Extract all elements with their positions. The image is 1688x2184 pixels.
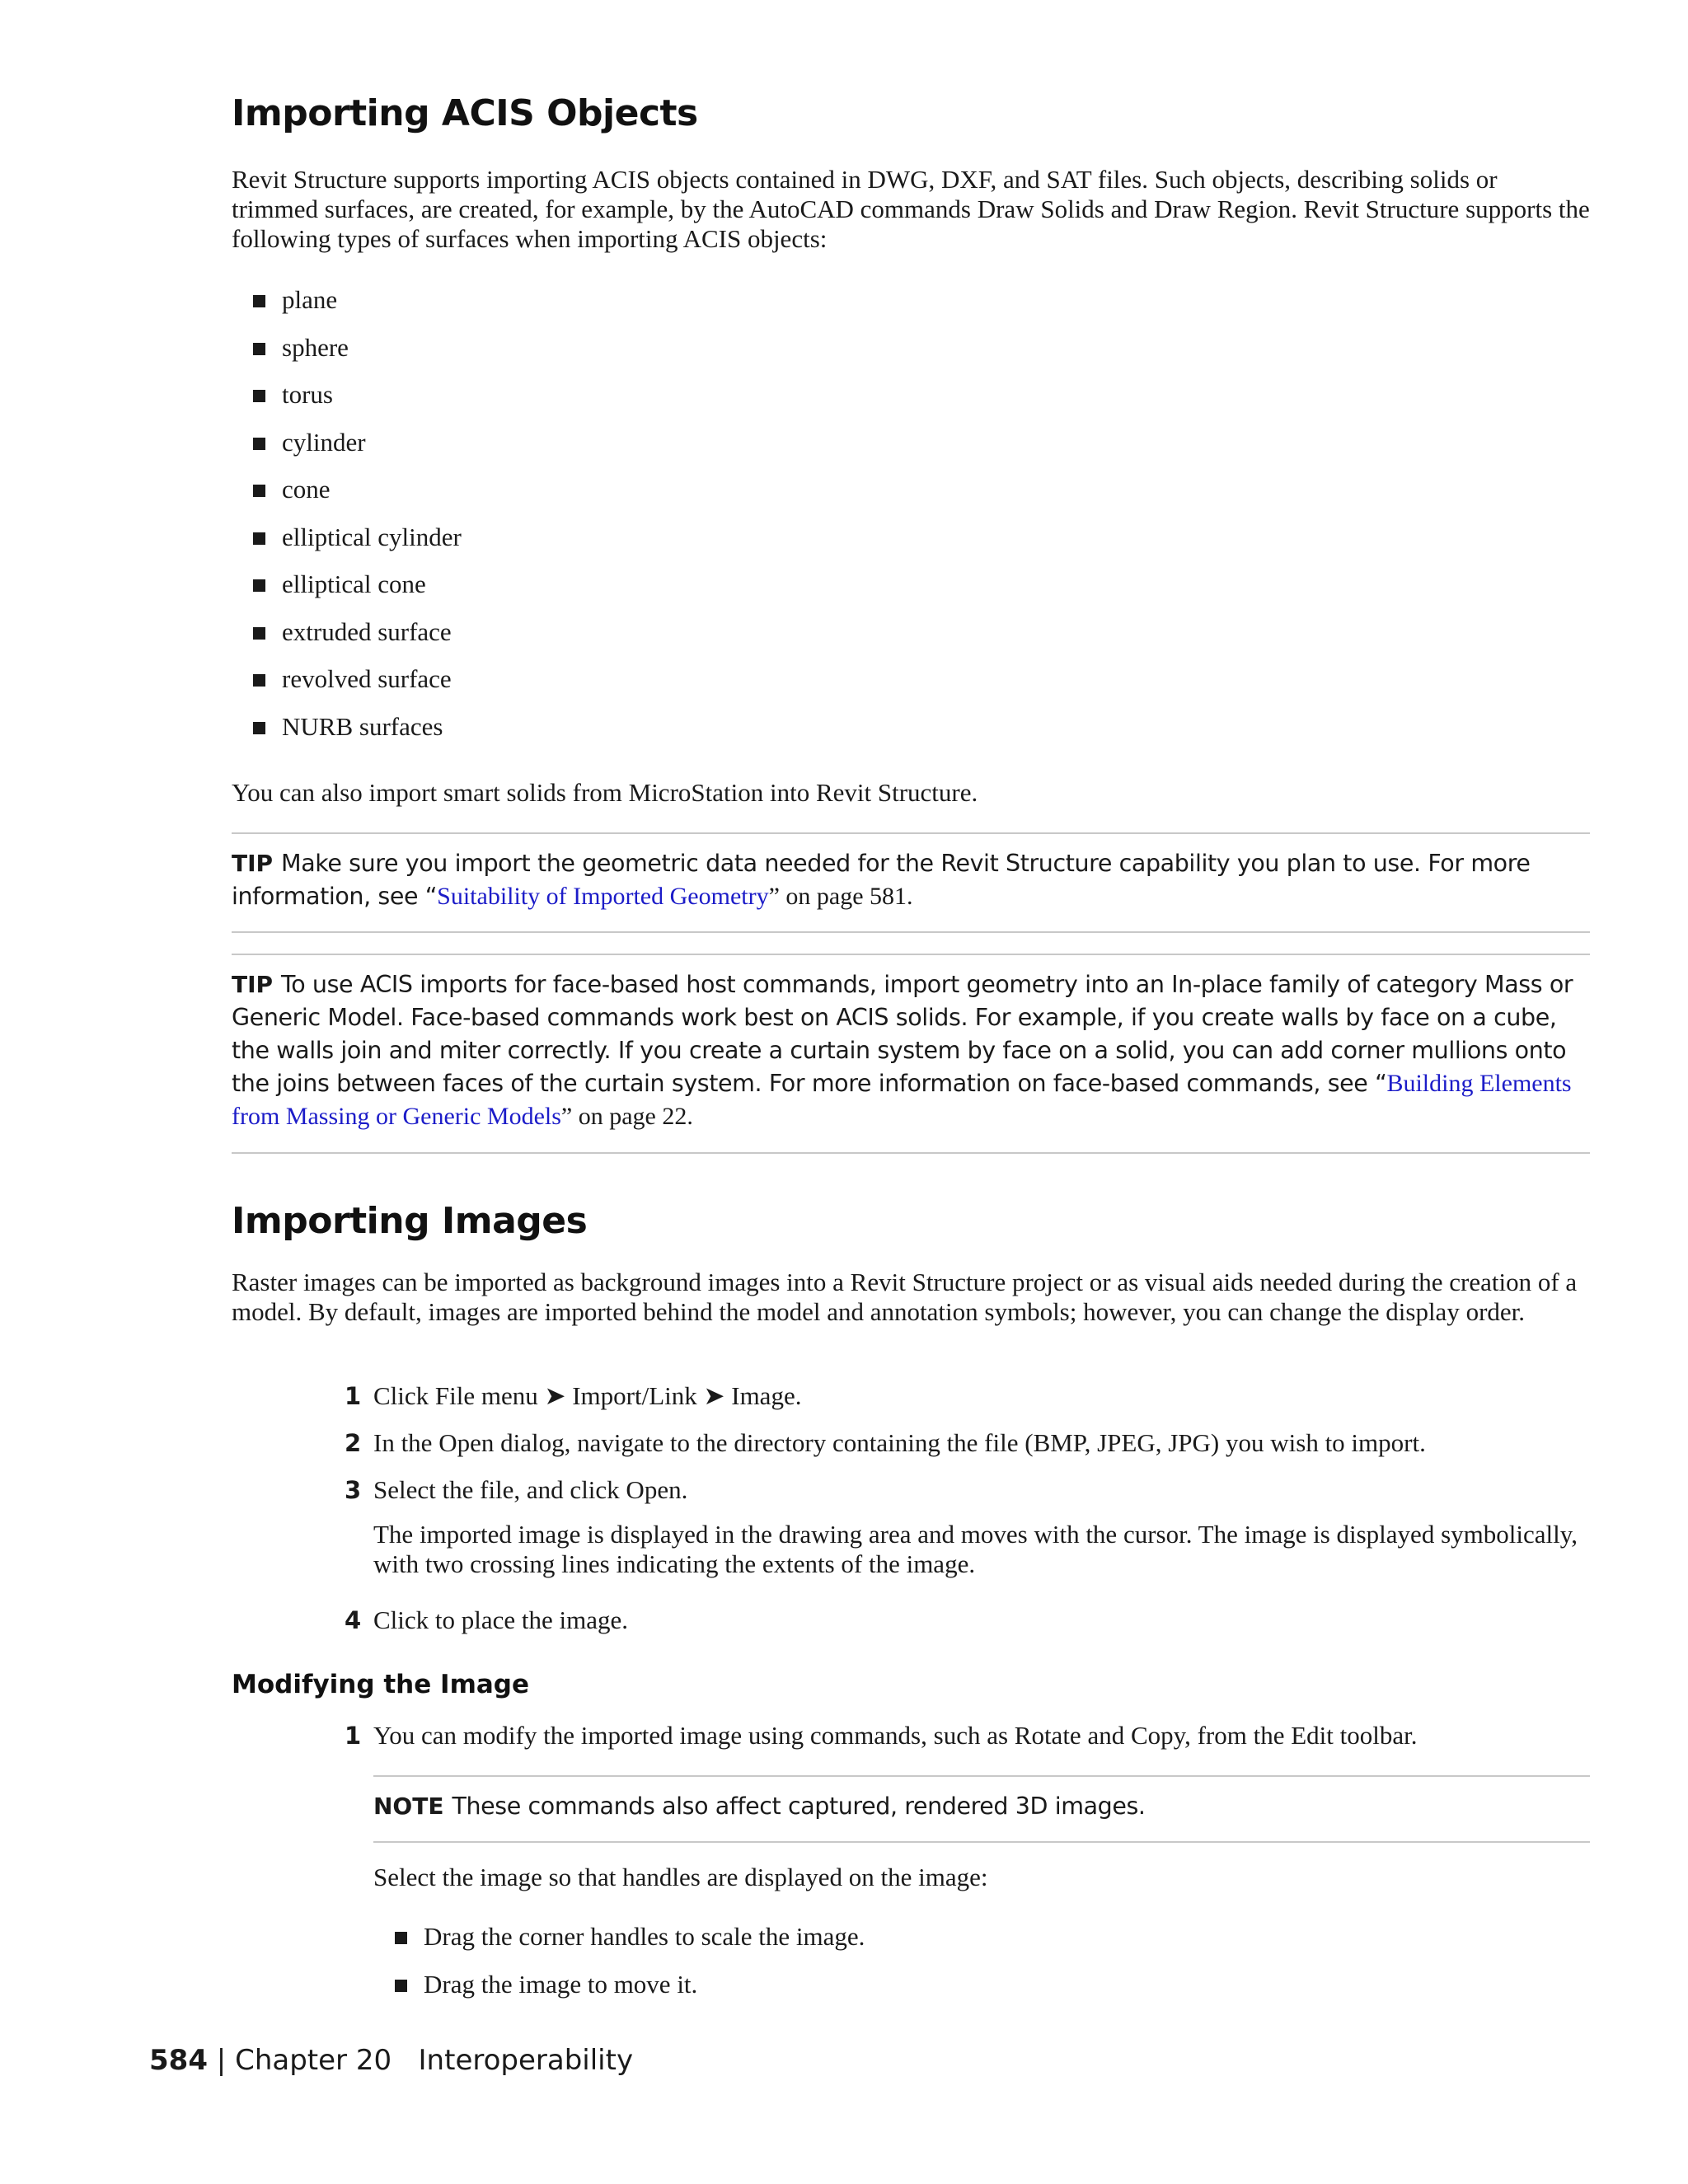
- list-item-text: NURB surfaces: [282, 711, 443, 741]
- tip-text: To use ACIS imports for face-based host commands, import geometry into an In-place family of category Mass or Generic Model. Face-based commands work best on ACIS solids. For example, if you create walls by face on a cube, the walls join and miter correctly. If you create a curtain system by face on a solid, you can add corner mullions onto the joins between faces of the curtain system. For more information on face-based commands, see “: [232, 971, 1573, 1097]
- divider: [232, 954, 1590, 955]
- acis-intro-paragraph: Revit Structure supports importing ACIS objects contained in DWG, DXF, and SAT files. Such objects, describing solids or trimmed surfaces, are created, for example, by the AutoCAD commands Draw Solids and Draw Region. Revit Structure supports the following types of surfaces when importing ACIS objects:: [232, 165, 1590, 253]
- bullet-square-icon: [253, 343, 265, 355]
- microstation-block: [232, 778, 1590, 808]
- step-number: 2: [345, 1429, 362, 1457]
- list-item-text: cylinder: [282, 427, 366, 457]
- page-number: 584: [149, 2044, 208, 2077]
- footer-title: Interoperability: [418, 2044, 634, 2077]
- bullet-square-icon: [253, 295, 265, 307]
- divider: [373, 1775, 1590, 1777]
- footer-chapter: Chapter 20: [235, 2044, 392, 2077]
- heading-modifying-the-image: Modifying the Image: [232, 1670, 530, 1699]
- section-importing-images: [232, 1200, 1590, 1242]
- bullet-square-icon: [253, 627, 265, 640]
- page-footer: [149, 2044, 633, 2077]
- modifying-heading-block: [232, 1670, 1590, 1699]
- list-item-text: Drag the corner handles to scale the image.: [424, 1922, 865, 1951]
- step-text: Click File menu ➤ Import/Link ➤ Image.: [373, 1381, 802, 1410]
- bullet-square-icon: [253, 579, 265, 592]
- link-building-elements-from-massing[interactable]: Building Elements from Massing or Generic Models: [232, 1070, 1572, 1130]
- step-3-detail-paragraph: The imported image is displayed in the drawing area and moves with the cursor. The image is displayed symbolically, with two crossing lines indicating the extents of the image.: [373, 1520, 1578, 1578]
- handle-instruction-item: [373, 1922, 1590, 1970]
- step-number: 4: [345, 1606, 362, 1634]
- divider: [232, 832, 1590, 834]
- list-item-text: extruded surface: [282, 616, 452, 646]
- acis-intro-block: [232, 165, 1590, 254]
- surface-type-item: [232, 569, 1590, 617]
- list-item-text: sphere: [282, 332, 349, 362]
- modify-step-1: [345, 1721, 1590, 1750]
- tip-page-ref: ” on page 22.: [560, 1103, 693, 1130]
- step-text: In the Open dialog, navigate to the directory containing the file (BMP, JPEG, JPG) you wish to import.: [373, 1428, 1426, 1457]
- step-3: [345, 1475, 1590, 1505]
- step-number: 3: [345, 1476, 362, 1504]
- step-4: [345, 1605, 1590, 1635]
- divider: [232, 1152, 1590, 1154]
- tip-label: TIP: [232, 850, 274, 877]
- tip-text: Make sure you import the geometric data needed for the Revit Structure capability you plan to use. For more information, see “: [232, 850, 1531, 910]
- surface-type-item: [232, 285, 1590, 333]
- tip-label: TIP: [232, 971, 274, 998]
- surface-type-item: [232, 664, 1590, 712]
- bullet-square-icon: [253, 485, 265, 497]
- heading-importing-images: Importing Images: [232, 1200, 588, 1242]
- surface-types-list: [232, 285, 1590, 759]
- select-image-paragraph: Select the image so that handles are displayed on the image:: [373, 1863, 988, 1891]
- select-text-block: [373, 1863, 1590, 1892]
- list-item-text: plane: [282, 285, 338, 314]
- images-intro-block: [232, 1268, 1590, 1327]
- microstation-paragraph: You can also import smart solids from MicroStation into Revit Structure.: [232, 778, 978, 807]
- footer-separator: |: [216, 2044, 227, 2077]
- handle-bullets-list: [373, 1922, 1590, 2017]
- bullet-square-icon: [253, 722, 265, 734]
- note-box: [373, 1790, 1590, 1823]
- bullet-square-icon: [253, 438, 265, 450]
- section-acis: [232, 92, 1590, 134]
- bullet-square-icon: [395, 1932, 407, 1944]
- list-item-text: cone: [282, 475, 331, 504]
- surface-type-item: [232, 712, 1590, 760]
- surface-type-item: [232, 380, 1590, 428]
- list-item-text: Drag the image to move it.: [424, 1969, 698, 1999]
- divider: [373, 1841, 1590, 1843]
- tip-box-1: [232, 847, 1590, 913]
- note-label: NOTE: [373, 1793, 444, 1820]
- surface-type-item: [232, 333, 1590, 381]
- bullet-list: [232, 285, 1590, 759]
- surface-type-item: [232, 475, 1590, 523]
- surface-type-item: [232, 617, 1590, 665]
- step-number: 1: [345, 1722, 362, 1750]
- divider: [232, 931, 1590, 933]
- bullet-square-icon: [253, 674, 265, 687]
- surface-type-item: [232, 428, 1590, 476]
- list-item-text: elliptical cone: [282, 569, 426, 598]
- step-text: Select the file, and click Open.: [373, 1475, 688, 1504]
- list-item-text: torus: [282, 380, 333, 409]
- tip-page-ref: ” on page 581.: [768, 883, 913, 910]
- tip-box-2: [232, 968, 1590, 1133]
- handle-instruction-item: [373, 1970, 1590, 2018]
- list-item-text: elliptical cylinder: [282, 522, 462, 551]
- step-3-detail: [373, 1520, 1590, 1579]
- surface-type-item: [232, 523, 1590, 570]
- step-1: [345, 1381, 1590, 1411]
- bullet-square-icon: [395, 1980, 407, 1992]
- link-suitability-of-imported-geometry[interactable]: Suitability of Imported Geometry: [437, 883, 769, 910]
- images-intro-paragraph: Raster images can be imported as background images into a Revit Structure project or as visual aids needed during the creation of a model. By default, images are imported behind the model and annotation symbols; however, you can change the display order.: [232, 1268, 1578, 1326]
- note-text: These commands also affect captured, rendered 3D images.: [452, 1793, 1146, 1820]
- step-text: Click to place the image.: [373, 1605, 629, 1634]
- heading-importing-acis: Importing ACIS Objects: [232, 92, 698, 134]
- list-item-text: revolved surface: [282, 664, 452, 693]
- bullet-list: [373, 1922, 1590, 2017]
- step-number: 1: [345, 1382, 362, 1410]
- bullet-square-icon: [253, 390, 265, 402]
- bullet-square-icon: [253, 532, 265, 545]
- step-2: [345, 1428, 1590, 1458]
- step-text: You can modify the imported image using commands, such as Rotate and Copy, from the Edit toolbar.: [373, 1721, 1418, 1750]
